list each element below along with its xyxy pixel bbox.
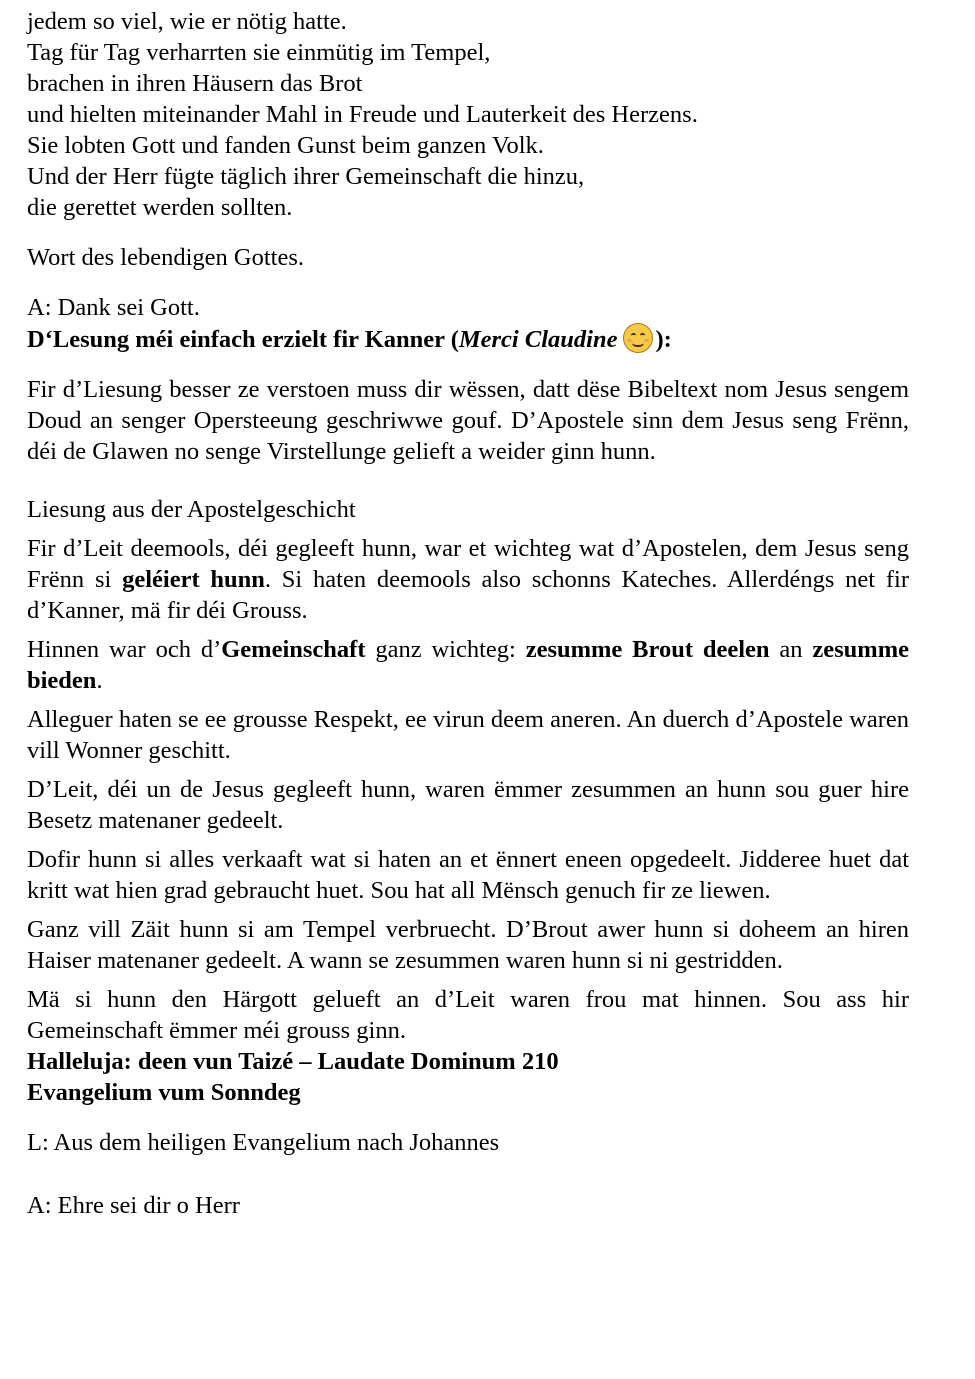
gospel-response: A: Ehre sei dir o Herr bbox=[27, 1192, 240, 1219]
paragraph-1 bbox=[27, 533, 909, 626]
gospel-intro: L: Aus dem heiligen Evangelium nach Johannes bbox=[27, 1129, 500, 1156]
scripture-line: brachen in ihren Häusern das Brot bbox=[27, 70, 363, 97]
paragraph-4: D’Leit, déi un de Jesus gegleeft hunn, waren ëmmer zesummen an hunn sou guer hire Besetz matenaner gedeelt. bbox=[27, 776, 909, 834]
kids-reading-heading bbox=[27, 323, 909, 355]
reading-title: Liesung aus der Apostelgeschicht bbox=[27, 496, 356, 523]
bold-run: zesumme Brout deelen bbox=[525, 636, 770, 663]
response-thanks: A: Dank sei Gott. bbox=[27, 294, 200, 321]
word-of-god: Wort des lebendigen Gottes. bbox=[27, 244, 304, 271]
halleluja-heading: Halleluja: deen vun Taizé – Laudate Dominum 210 bbox=[27, 1048, 559, 1075]
bold-run: zesumme bieden bbox=[27, 636, 909, 694]
kids-heading-credit: Merci Claudine bbox=[458, 326, 618, 353]
document-page bbox=[27, 6, 909, 1221]
text-run: Fir d’Leit deemools, déi gegleeft hunn, war et wichteg wat d’Apostelen, dem Jesus seng Frënn si bbox=[27, 535, 909, 593]
paragraph-2 bbox=[27, 634, 909, 696]
text-run: . bbox=[96, 667, 103, 694]
paragraph-7: Mä si hunn den Härgott gelueft an d’Leit waren frou mat hinnen. Sou ass hir Gemeinschaft ëmmer méi grouss ginn. bbox=[27, 986, 909, 1044]
gospel-heading: Evangelium vum Sonndeg bbox=[27, 1079, 301, 1106]
bold-run: Gemeinschaft bbox=[221, 636, 366, 663]
intro-paragraph: Fir d’Liesung besser ze verstoen muss dir wëssen, datt dëse Bibeltext nom Jesus sengem Doud an senger Opersteeung geschriwwe gouf. D’Apostele sinn dem Jesus seng Frënn, déi de Glawen no senge Virstellunge gelieft a weider ginn hunn. bbox=[27, 376, 909, 465]
kids-heading-prefix: D‘Lesung méi einfach erzielt fir Kanner ( bbox=[27, 326, 459, 353]
scripture-line: die gerettet werden sollten. bbox=[27, 194, 293, 221]
paragraph-3: Alleguer haten se ee grousse Respekt, ee virun deem aneren. An duerch d’Apostele waren vill Wonner geschitt. bbox=[27, 706, 909, 764]
paragraph-5: Dofir hunn si alles verkaaft wat si haten an et ënnert eneen opgedeelt. Jidderee huet dat kritt wat hien grad gebraucht huet. Sou hat all Mënsch genuch fir ze liewen. bbox=[27, 846, 909, 904]
scripture-lines bbox=[27, 6, 909, 223]
text-run: an bbox=[769, 636, 813, 663]
paragraph-6: Ganz vill Zäit hunn si am Tempel verbruecht. D’Brout awer hunn si doheem an hiren Haiser matenaner gedeelt. A wann se zesummen waren hunn si ni gestridden. bbox=[27, 916, 909, 974]
text-run: Hinnen war och d’ bbox=[27, 636, 222, 663]
smiling-face-icon bbox=[623, 323, 653, 353]
scripture-line: und hielten miteinander Mahl in Freude und Lauterkeit des Herzens. bbox=[27, 101, 698, 128]
scripture-line: Tag für Tag verharrten sie einmütig im Tempel, bbox=[27, 39, 491, 66]
kids-heading-suffix: ): bbox=[655, 326, 672, 353]
scripture-line: Und der Herr fügte täglich ihrer Gemeinschaft die hinzu, bbox=[27, 163, 585, 190]
text-run: ganz wichteg: bbox=[365, 636, 526, 663]
bold-run: geléiert hunn bbox=[122, 566, 265, 593]
scripture-line: Sie lobten Gott und fanden Gunst beim ganzen Volk. bbox=[27, 132, 544, 159]
scripture-line: jedem so viel, wie er nötig hatte. bbox=[27, 8, 347, 35]
text-run: . Si haten deemools also schonns Kateches. Allerdéngs net fir d’Kanner, mä fir déi Grouss. bbox=[27, 566, 909, 624]
